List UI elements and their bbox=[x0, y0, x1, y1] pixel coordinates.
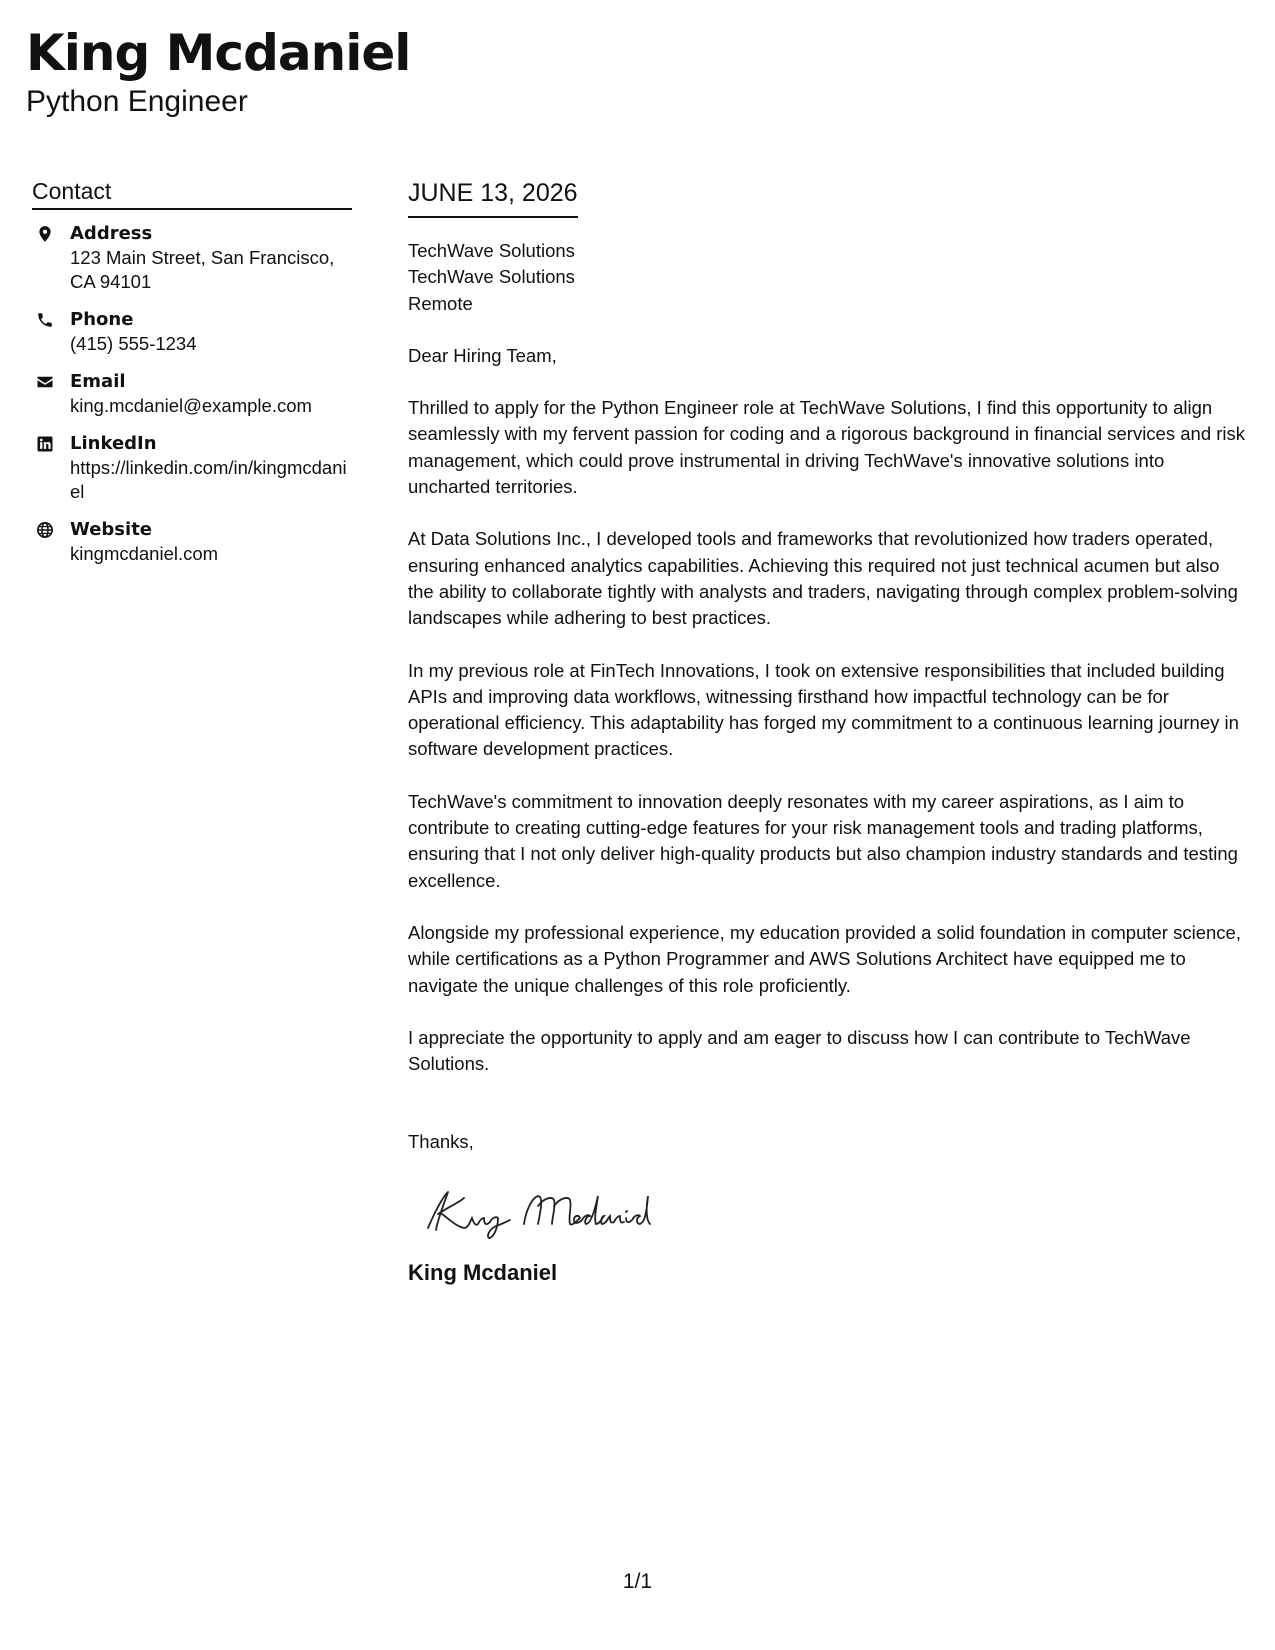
recipient-company-line: TechWave Solutions bbox=[408, 266, 575, 288]
contact-item-linkedin bbox=[32, 432, 352, 504]
letter-paragraph: TechWave's commitment to innovation deeply resonates with my career aspirations, as I aim to contribute to creating cutting-edge features for your risk management tools and trading platforms, ensuring that I not only deliver high-quality products but also champion industry standards and testing excellence. bbox=[408, 790, 1238, 891]
handwritten-signature bbox=[420, 1184, 1248, 1240]
page-number: 1/1 bbox=[622, 1570, 653, 1593]
letter-paragraph: In my previous role at FinTech Innovations, I took on extensive responsibilities that included building APIs and improving data workflows, witnessing firsthand how impactful technology can be for operational efficiency. This adaptability has forged my commitment to a continuous learning journey in software development practices. bbox=[408, 659, 1239, 760]
contact-label: LinkedIn bbox=[70, 433, 157, 454]
recipient-company: TechWave Solutions bbox=[408, 240, 575, 261]
contact-label: Website bbox=[70, 519, 153, 540]
recipient-location: Remote bbox=[408, 292, 473, 314]
resume-header bbox=[26, 22, 410, 120]
map-pin-icon bbox=[32, 222, 70, 246]
closing: Thanks, bbox=[408, 1131, 474, 1153]
letter-paragraph: I appreciate the opportunity to apply and am eager to discuss how I can contribute to TechWave Solutions. bbox=[408, 1026, 1191, 1075]
globe-icon bbox=[32, 518, 70, 542]
applicant-name: King Mcdaniel bbox=[26, 24, 411, 82]
contact-heading: Contact bbox=[32, 176, 352, 210]
applicant-role: Python Engineer bbox=[26, 85, 248, 118]
contact-label: Address bbox=[70, 223, 153, 244]
contact-value[interactable]: king.mcdaniel@example.com bbox=[70, 395, 312, 416]
signer-name: King Mcdaniel bbox=[408, 1259, 558, 1285]
contact-label: Phone bbox=[70, 309, 134, 330]
recipient-block bbox=[408, 238, 1248, 317]
phone-icon bbox=[32, 308, 70, 332]
contact-item-website bbox=[32, 518, 352, 566]
contact-value[interactable]: https://linkedin.com/in/kingmcdaniel bbox=[70, 457, 347, 502]
contact-value: (415) 555-1234 bbox=[70, 333, 197, 354]
letter-paragraph: At Data Solutions Inc., I developed tools and frameworks that revolutionized how traders operated, ensuring enhanced analytics capabilities. Achieving this required not just technical acumen but also the ability to collaborate tightly with analysts and traders, navigating through complex problem-solving landscapes while adhering to best practices. bbox=[408, 528, 1238, 629]
letter-date: JUNE 13, 2026 bbox=[408, 176, 578, 218]
letter-paragraph: Alongside my professional experience, my education provided a solid foundation in computer science, while certifications as a Python Programmer and AWS Solutions Architect have equipped me to navigate the unique challenges of this role proficiently. bbox=[408, 921, 1241, 996]
contact-sidebar bbox=[32, 176, 352, 580]
contact-value[interactable]: kingmcdaniel.com bbox=[70, 543, 219, 564]
letter-paragraph: Thrilled to apply for the Python Engineer role at TechWave Solutions, I find this opportunity to align seamlessly with my fervent passion for coding and a rigorous background in financial services and risk management, which could prove instrumental in driving TechWave's innovative solutions into uncharted territories. bbox=[408, 397, 1246, 498]
email-icon bbox=[32, 370, 70, 394]
contact-value: 123 Main Street, San Francisco, CA 94101 bbox=[70, 247, 335, 292]
contact-item-phone bbox=[32, 308, 352, 356]
salutation: Dear Hiring Team, bbox=[408, 344, 557, 366]
contact-item-email bbox=[32, 370, 352, 418]
contact-label: Email bbox=[70, 371, 126, 392]
linkedin-icon bbox=[32, 432, 70, 456]
contact-item-address bbox=[32, 222, 352, 294]
cover-letter-body bbox=[408, 176, 1248, 1288]
